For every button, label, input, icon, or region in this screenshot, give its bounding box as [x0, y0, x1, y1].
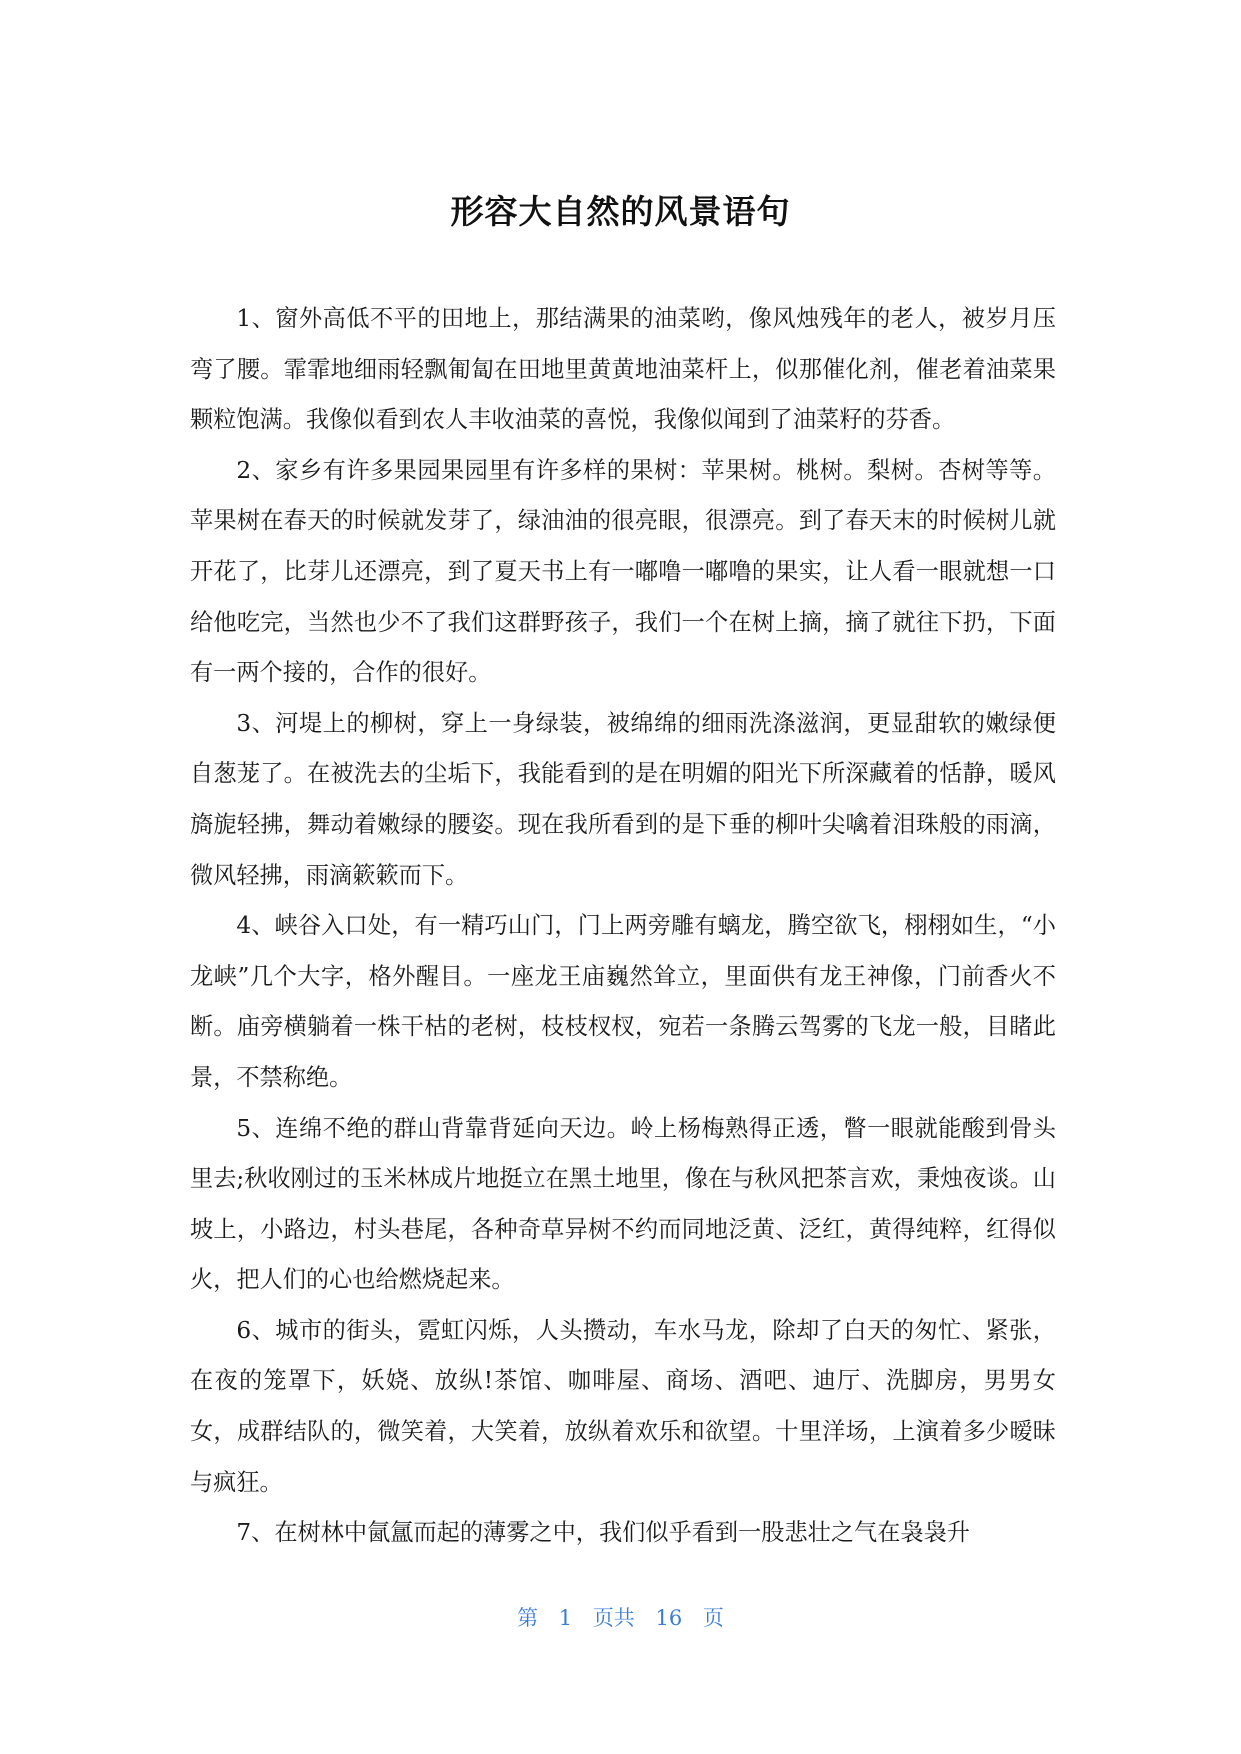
paragraph-1: 1、窗外高低不平的田地上，那结满果的油菜哟，像风烛残年的老人，被岁月压弯了腰。霏霏地细雨轻飘匍匐在田地里黄黄地油菜杆上，似那催化剂，催老着油菜果颗粒饱满。我像似看到农人丰收油菜的喜悦，我像似闻到了油菜籽的芬香。 [190, 305, 1056, 434]
document-body [190, 294, 1056, 1559]
paragraph-7: 7、在树林中氤氲而起的薄雾之中，我们似乎看到一股悲壮之气在袅袅升 [236, 1519, 970, 1547]
page-footer [0, 1602, 1241, 1632]
paragraph-3: 3、河堤上的柳树，穿上一身绿装，被绵绵的细雨洗涤滋润，更显甜软的嫩绿便自葱茏了。在被洗去的尘垢下，我能看到的是在明媚的阳光下所深藏着的恬静，暖风旖旎轻拂，舞动着嫩绿的腰姿。现在我所看到的是下垂的柳叶尖噙着泪珠般的雨滴，微风轻拂，雨滴簌簌而下。 [190, 709, 1056, 889]
footer-current-page: 1 [558, 1606, 573, 1630]
paragraph-4: 4、峡谷入口处，有一精巧山门，门上两旁雕有螭龙，腾空欲飞，栩栩如生，“小龙峡”几个大字，格外醒目。一座龙王庙巍然耸立，里面供有龙王神像，门前香火不断。庙旁横躺着一株干枯的老树，枝枝杈杈，宛若一条腾云驾雾的飞龙一般，目睹此景，不禁称绝。 [190, 912, 1056, 1091]
footer-label-of: 页共 [592, 1606, 635, 1630]
paragraph-6: 6、城市的街头，霓虹闪烁，人头攒动，车水马龙，除却了白天的匆忙、紧张，在夜的笼罩下，妖娆、放纵!茶馆、咖啡屋、商场、酒吧、迪厅、洗脚房，男男女女，成群结队的，微笑着，大笑着，放纵着欢乐和欲望。十里洋场，上演着多少暧昧与疯狂。 [190, 1316, 1056, 1496]
paragraph-5: 5、连绵不绝的群山背靠背延向天边。岭上杨梅熟得正透，瞥一眼就能酸到骨头里去;秋收刚过的玉米林成片地挺立在黑土地里，像在与秋风把茶言欢，秉烛夜谈。山坡上，小路边，村头巷尾，各种奇草异树不约而同地泛黄、泛红，黄得纯粹，红得似火，把人们的心也给燃烧起来。 [190, 1114, 1056, 1294]
footer-total-pages: 16 [655, 1606, 683, 1630]
footer-label-page: 第 [517, 1606, 539, 1630]
footer-label-pages: 页 [702, 1606, 724, 1630]
paragraph-2: 2、家乡有许多果园果园里有许多样的果树：苹果树。桃树。梨树。杏树等等。苹果树在春天的时候就发芽了，绿油油的很亮眼，很漂亮。到了春天末的时候树儿就开花了，比芽儿还漂亮，到了夏天书上有一嘟噜一嘟噜的果实，让人看一眼就想一口给他吃完，当然也少不了我们这群野孩子，我们一个在树上摘，摘了就往下扔，下面有一两个接的，合作的很好。 [190, 456, 1056, 687]
document-title: 形容大自然的风景语句 [450, 192, 791, 231]
